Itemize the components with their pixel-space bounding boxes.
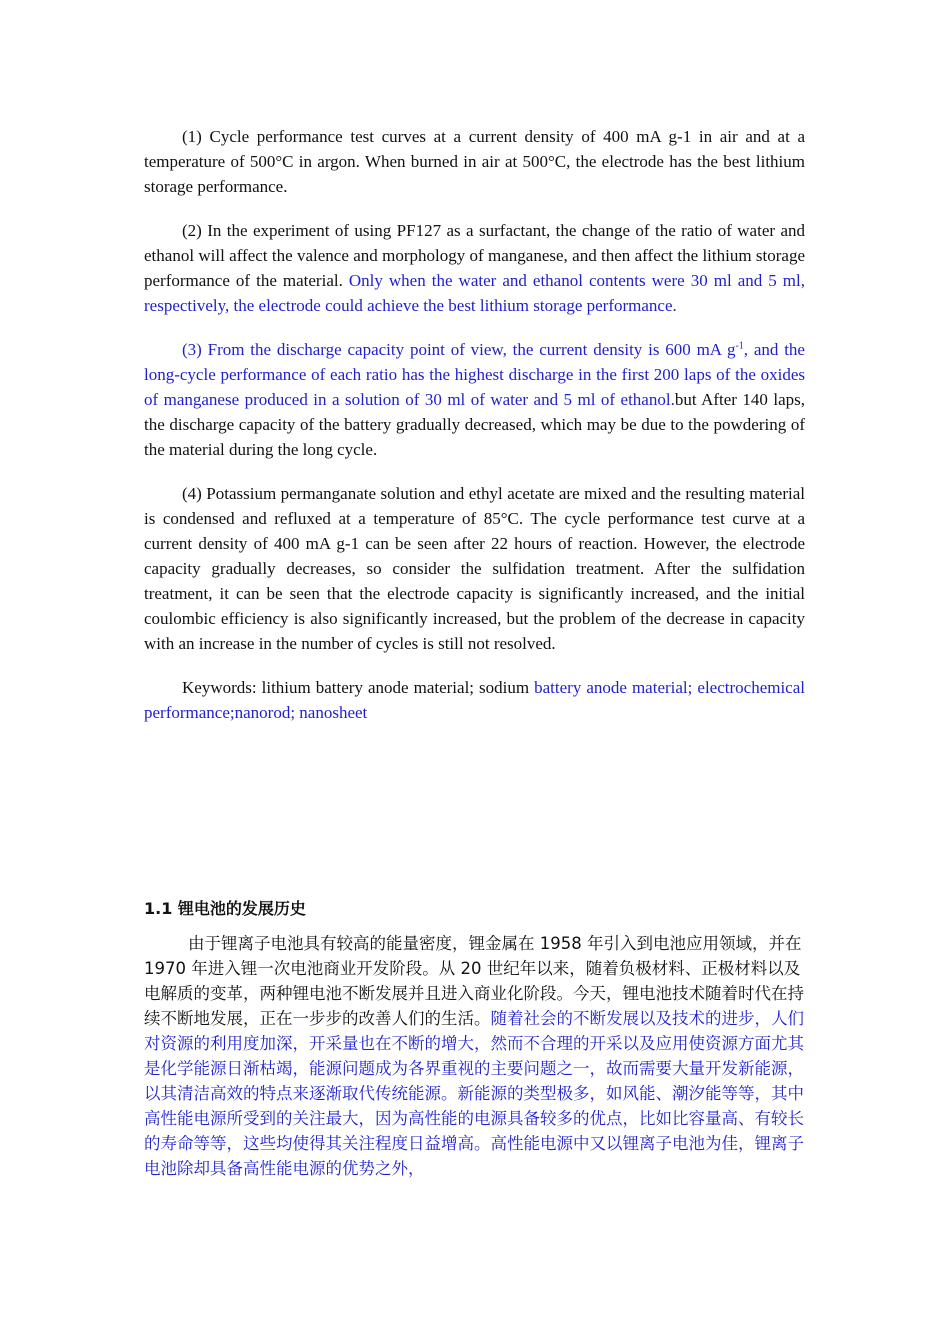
paragraph-1	[144, 124, 805, 199]
paragraph-3-highlight-a: (3) From the discharge capacity point of view, the current density is 600 mA g	[182, 340, 736, 359]
chinese-body-highlight: 随着社会的不断发展以及技术的进步，人们对资源的利用度加深，开采量也在不断的增大，然而不合理的开采以及应用使资源方面尤其是化学能源日渐枯竭，能源问题成为各界重视的主要问题之一，故而需要大量开发新能源，以其清洁高效的特点来逐渐取代传统能源。新能源的类型极多，如风能、潮汐能等等，其中高性能电源所受到的关注最大，因为高性能的电源具备较多的优点，比如比容量高、有较长的寿命等等，这些均使得其关注程度日益增高。高性能电源中又以锂离子电池为佳，锂离子电池除却具备高性能电源的优势之外，	[144, 1009, 804, 1178]
paragraph-3-superscript: -1	[735, 340, 744, 352]
paragraph-3-text: but After 140 laps, the discharge capacity of the battery gradually decreased, which may be due to the powdering of the material during the long cycle.	[144, 390, 805, 459]
paragraph-2-text: (2) In the experiment of using PF127 as a surfactant, the change of the ratio of water and ethanol will affect the valence and morphology of manganese, and then affect the lithium storage performance of the material.	[144, 221, 805, 290]
paragraph-1-text: (1) Cycle performance test curves at a current density of 400 mA g-1 in air and at a temperature of 500°C in argon. When burned in air at 500°C, the electrode has the best lithium storage performance.	[144, 127, 805, 196]
chinese-body	[144, 931, 816, 1181]
paragraph-3	[144, 337, 805, 462]
paragraph-2-highlight: Only when the water and ethanol contents were 30 ml and 5 ml, respectively, the electrode could achieve the best lithium storage performance.	[144, 271, 805, 315]
paragraph-2	[144, 218, 805, 318]
paragraph-4-text: (4) Potassium permanganate solution and ethyl acetate are mixed and the resulting material is condensed and refluxed at a temperature of 85°C. The cycle performance test curve at a current density of 400 mA g-1 can be seen after 22 hours of reaction. However, the electrode capacity gradually decreases, so consider the sulfidation treatment. After the sulfidation treatment, it can be seen that the electrode capacity is significantly increased, and the initial coulombic efficiency is also significantly increased, but the problem of the decrease in capacity with an increase in the number of cycles is still not resolved.	[144, 484, 805, 653]
english-abstract	[144, 124, 805, 744]
keywords-text: Keywords: lithium battery anode material; sodium	[182, 678, 535, 697]
section-heading: 1.1 锂电池的发展历史	[144, 899, 306, 918]
paragraph-3-highlight-b: , and the long-cycle performance of each ratio has the highest discharge in the first 200 laps of the oxides of manganese produced in a solution of 30 ml of water and 5 ml of ethanol.	[144, 340, 805, 409]
keywords-highlight: battery anode material; electrochemical performance;nanorod; nanosheet	[144, 678, 805, 722]
chinese-body-text: 由于锂离子电池具有较高的能量密度，锂金属在 1958 年引入到电池应用领域，并在 1970 年进入锂一次电池商业开发阶段。从 20 世纪年以来，随着负极材料、正极材料以及电解质的变革，两种锂电池不断发展并且进入商业化阶段。今天，锂电池技术随着时代在持续不断地发展，正在一步步的改善人们的生活。	[144, 934, 804, 1028]
keywords	[144, 675, 805, 725]
paragraph-4	[144, 481, 805, 656]
